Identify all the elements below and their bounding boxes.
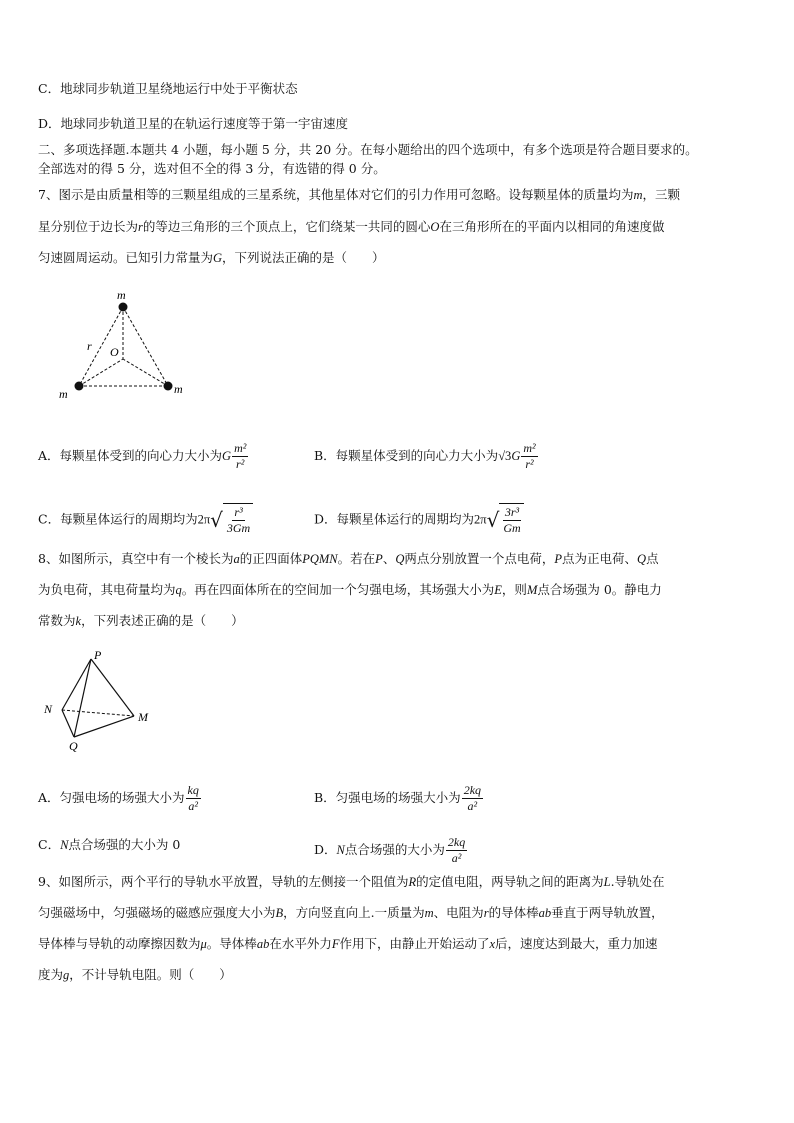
fraction bbox=[446, 836, 467, 865]
q8-option-d[interactable] bbox=[314, 836, 468, 865]
q9-line1 bbox=[38, 873, 760, 891]
q8-line1 bbox=[38, 550, 760, 568]
q9-text: 、电阻为 bbox=[433, 905, 484, 920]
denominator: a² bbox=[451, 851, 462, 865]
fraction bbox=[521, 442, 537, 471]
q8-var: Q bbox=[637, 552, 647, 566]
q7-option-c[interactable] bbox=[38, 503, 253, 537]
math-g: G bbox=[511, 449, 521, 463]
q7-var-o: O bbox=[430, 220, 440, 234]
q8-line2 bbox=[38, 581, 760, 599]
edge-nm-hidden bbox=[62, 710, 134, 716]
q7-text: 在三角形所在的平面内以相同的角速度做 bbox=[439, 219, 665, 234]
denominator: Gm bbox=[503, 521, 521, 535]
q8-var: PQMN bbox=[302, 552, 338, 566]
q9-var: ab bbox=[256, 937, 270, 951]
q8-var: M bbox=[526, 583, 538, 597]
q8-var-n: N bbox=[336, 843, 345, 857]
label-left-m: m bbox=[59, 387, 68, 401]
q8-text: 点合场强为 0。静电力 bbox=[537, 582, 662, 597]
q8-option-b[interactable] bbox=[314, 784, 484, 813]
denominator: a² bbox=[467, 799, 478, 813]
q8-var: q bbox=[175, 583, 182, 597]
option-label: D． bbox=[314, 842, 337, 857]
q8-option-a[interactable] bbox=[38, 784, 202, 813]
option-label: C． bbox=[38, 837, 61, 852]
q9-var: B bbox=[275, 906, 284, 920]
numerator: kq bbox=[187, 783, 199, 797]
q7-text: 7、图示是由质量相等的三颗星组成的三星系统，其他星体对它们的引力作用可忽略。设每颗星体的质量均为 bbox=[38, 187, 634, 202]
denominator: a² bbox=[188, 799, 198, 813]
q9-text: 9、如图所示，两个平行的导轨水平放置，导轨的左侧接一个阻值为 bbox=[38, 874, 409, 889]
q8-text: 。若在 bbox=[337, 551, 376, 566]
star-right bbox=[164, 382, 173, 391]
section-heading-line2: 全部选对的得 5 分，选对但不全的得 3 分，有选错的得 0 分。 bbox=[38, 161, 386, 176]
star-top bbox=[119, 303, 128, 312]
q8-text: 常数为 bbox=[38, 613, 76, 628]
q7-line2 bbox=[38, 218, 760, 236]
math-2pi: 2π bbox=[474, 512, 487, 527]
sqrt: √ $\frac{\text{r³}}{3Gm}$ bbox=[210, 503, 253, 537]
q8-var: Q bbox=[395, 552, 405, 566]
q9-text: ，方向竖直向上.一质量为 bbox=[283, 905, 425, 920]
q7-text: ，三颗 bbox=[642, 187, 681, 202]
triangle-side-right bbox=[123, 307, 168, 386]
q9-text: 度为 bbox=[38, 967, 64, 982]
q9-text: .导轨处在 bbox=[610, 874, 665, 889]
q9-line4 bbox=[38, 966, 760, 984]
numerator: 2kq bbox=[463, 783, 482, 797]
q9-var: x bbox=[489, 937, 496, 951]
q8-var: P bbox=[554, 552, 563, 566]
q9-text: 后，速度达到最大，重力加速 bbox=[495, 936, 658, 951]
q9-text: 垂直于两导轨放置， bbox=[551, 905, 664, 920]
denominator: r² bbox=[236, 457, 245, 471]
q8-line3 bbox=[38, 612, 760, 630]
q8-text: 点 bbox=[646, 551, 659, 566]
q8-text: 、 bbox=[382, 551, 396, 566]
q7-three-star-figure bbox=[55, 288, 195, 403]
q9-text: 在水平外力 bbox=[269, 936, 332, 951]
q7-text: 的等边三角形的三个顶点上，它们绕某一共同的圆心 bbox=[142, 219, 431, 234]
edge-pq bbox=[74, 659, 91, 737]
numerator: 3r³ bbox=[504, 505, 520, 519]
label-right-m: m bbox=[174, 382, 183, 396]
q7-var-g: G bbox=[213, 251, 223, 265]
edge-pn bbox=[62, 659, 91, 710]
q9-var: μ bbox=[200, 937, 207, 951]
star-left bbox=[75, 382, 84, 391]
q7-var-m: m bbox=[633, 188, 643, 202]
q8-text: 的正四面体 bbox=[239, 551, 303, 566]
option-label: A．每颗星体受到的向心力大小为 bbox=[38, 448, 223, 463]
numerator: r³ bbox=[234, 505, 243, 519]
q9-var: m bbox=[424, 906, 434, 920]
option-label: C．每颗星体运行的周期均为 bbox=[38, 511, 198, 527]
q8-var: E bbox=[494, 583, 502, 597]
q9-text: 匀强磁场中，匀强磁场的磁感应强度大小为 bbox=[38, 905, 276, 920]
numerator: m² bbox=[523, 441, 536, 455]
math-g: G bbox=[222, 449, 232, 463]
q8-text: 为负电荷，其电荷量均为 bbox=[38, 582, 176, 597]
sqrt: √ $\frac{\text{3r³}}{Gm}$ bbox=[487, 503, 524, 537]
q9-text: 的定值电阻，两导轨之间的距离为 bbox=[416, 874, 604, 889]
q7-var-r: r bbox=[138, 220, 143, 234]
q9-var: ab bbox=[538, 906, 552, 920]
label-p: P bbox=[94, 648, 102, 662]
q9-text: ，不计导轨电阻。则（ ） bbox=[69, 967, 232, 982]
q8-var: P bbox=[375, 552, 383, 566]
q7-text: ，下列说法正确的是（ ） bbox=[222, 250, 385, 265]
center-line-left bbox=[79, 359, 123, 386]
fraction bbox=[225, 506, 252, 535]
q9-text: 。导体棒 bbox=[206, 936, 257, 951]
q9-text: 导体棒与导轨的动摩擦因数为 bbox=[38, 936, 201, 951]
q7-line3 bbox=[38, 249, 760, 267]
prev-option-c: C．地球同步轨道卫星绕地运行中处于平衡状态 bbox=[38, 81, 298, 96]
option-label: B．每颗星体受到的向心力大小为 bbox=[314, 448, 499, 463]
label-n: N bbox=[44, 702, 53, 716]
q7-text: 星分别位于边长为 bbox=[38, 219, 139, 234]
q7-option-a[interactable] bbox=[38, 442, 249, 471]
q8-var: a bbox=[233, 552, 240, 566]
q7-option-b[interactable] bbox=[314, 442, 539, 471]
q9-var: r bbox=[483, 906, 489, 920]
q9-line2 bbox=[38, 904, 760, 922]
numerator: m² bbox=[234, 441, 247, 455]
q9-text: 的导体棒 bbox=[488, 905, 539, 920]
edge-pm bbox=[91, 659, 134, 716]
q8-text: 两点分别放置一个点电荷， bbox=[404, 551, 555, 566]
label-side-r: r bbox=[87, 339, 92, 353]
q7-text: 匀速圆周运动。已知引力常量为 bbox=[38, 250, 214, 265]
option-label: B．匀强电场的场强大小为 bbox=[314, 790, 461, 805]
q9-var: g bbox=[63, 968, 70, 982]
prev-option-d: D．地球同步轨道卫星的在轨运行速度等于第一宇宙速度 bbox=[38, 116, 349, 131]
q8-var: k bbox=[75, 614, 82, 628]
q8-text: 。再在四面体所在的空间加一个匀强电场，其场强大小为 bbox=[181, 582, 495, 597]
edge-qm bbox=[74, 716, 134, 737]
math-2pi: 2π bbox=[197, 512, 211, 527]
option-text: 点合场强的大小为 0 bbox=[68, 837, 181, 852]
label-center-o: O bbox=[110, 345, 119, 359]
denominator: r² bbox=[525, 457, 534, 471]
option-label: D．每颗星体运行的周期均为 bbox=[314, 511, 475, 527]
q8-text: ，下列表述正确的是（ ） bbox=[81, 613, 244, 628]
q8-text: ，则 bbox=[501, 582, 527, 597]
q7-option-d[interactable] bbox=[314, 503, 524, 537]
option-text: 点合场强的大小为 bbox=[344, 842, 445, 857]
q9-line3 bbox=[38, 935, 760, 953]
q9-text: 作用下，由静止开始运动了 bbox=[339, 936, 490, 951]
option-label: A．匀强电场的场强大小为 bbox=[38, 790, 185, 805]
fraction bbox=[462, 784, 483, 813]
fraction bbox=[186, 784, 201, 813]
label-q: Q bbox=[69, 739, 78, 753]
label-top-m: m bbox=[117, 288, 126, 302]
math-sqrt3: √3 bbox=[498, 449, 512, 463]
numerator: 2kq bbox=[447, 835, 466, 849]
q8-option-c[interactable] bbox=[38, 836, 180, 854]
section-heading-line1: 二、多项选择题.本题共 4 小题，每小题 5 分，共 20 分。在每小题给出的四个选项中，有多个选项是符合题目要求的。 bbox=[38, 142, 698, 157]
q7-line1 bbox=[38, 186, 760, 204]
label-m: M bbox=[138, 710, 148, 724]
q8-text: 8、如图所示，真空中有一个棱长为 bbox=[38, 551, 234, 566]
q8-tetrahedron-figure bbox=[40, 645, 170, 755]
q9-var: R bbox=[408, 875, 417, 889]
q9-var: L bbox=[603, 875, 611, 889]
center-line-right bbox=[123, 359, 168, 386]
denominator: 3Gm bbox=[226, 521, 251, 535]
edge-nq bbox=[62, 710, 74, 737]
q8-text: 点为正电荷、 bbox=[562, 551, 638, 566]
fraction bbox=[501, 506, 522, 535]
q8-var-n: N bbox=[60, 838, 69, 852]
fraction bbox=[232, 442, 248, 471]
q9-var: F bbox=[331, 937, 340, 951]
